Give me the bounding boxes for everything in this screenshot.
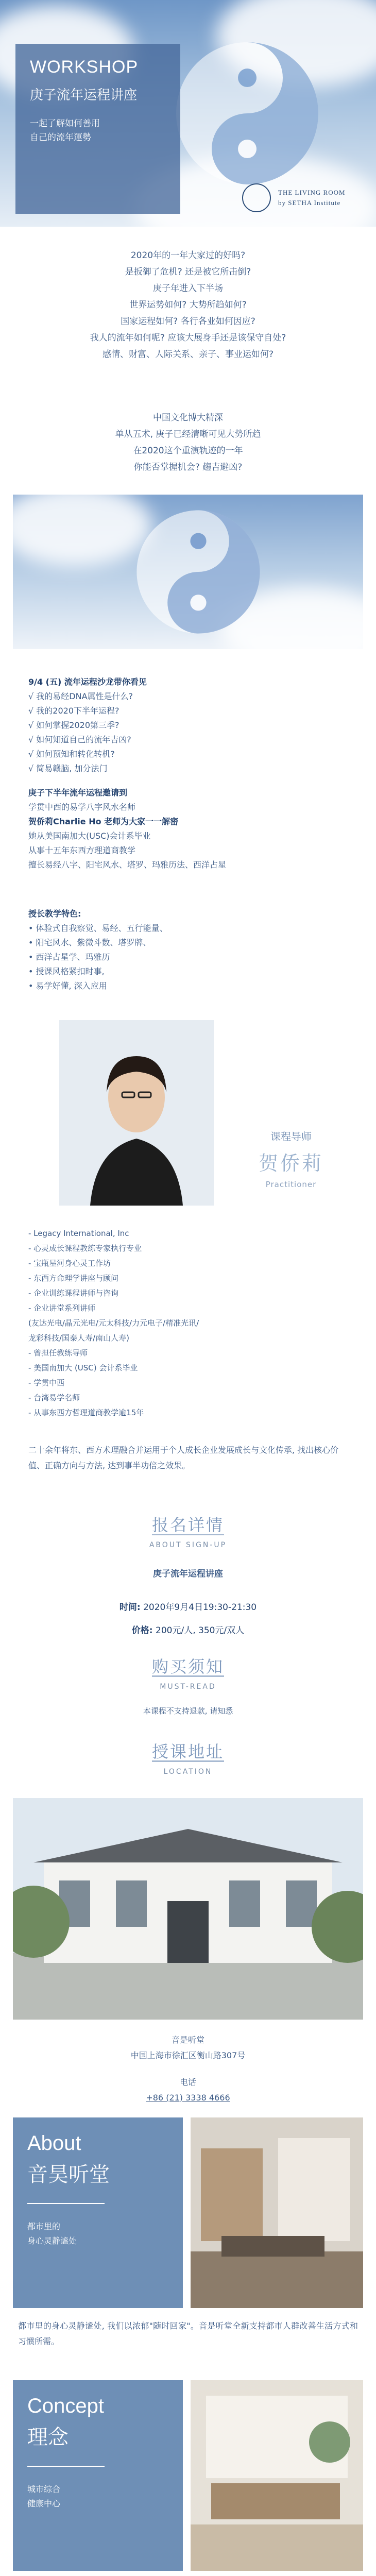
speaker-intro-section bbox=[28, 786, 348, 872]
hero-title-en: WORKSHOP bbox=[30, 57, 139, 77]
mustread-heading bbox=[0, 1654, 376, 1691]
hero-title-cn: 庚子流年运程讲座 bbox=[30, 88, 138, 103]
yin-yang-cloud-icon bbox=[170, 36, 324, 191]
signup-heading bbox=[0, 1512, 376, 1549]
phone-link[interactable]: +86 (21) 3338 4666 bbox=[146, 2093, 230, 2103]
brand-mark-icon bbox=[242, 183, 271, 212]
signup-time bbox=[0, 1600, 376, 1613]
signup-subtitle: ABOUT SIGN-UP bbox=[149, 1541, 227, 1549]
outline-item: √ 如何预知和转化转机? bbox=[28, 749, 115, 759]
concept-desc-2: 健康中心 bbox=[27, 2499, 61, 2509]
brand-logo bbox=[242, 180, 361, 222]
outline-item: √ 如何掌握2020第三季? bbox=[28, 720, 119, 730]
outline-item: √ 我的易经DNA属性是什么? bbox=[28, 691, 133, 701]
signup-price bbox=[0, 1623, 376, 1636]
teacher-role: 课程导师 bbox=[270, 1130, 312, 1143]
concept-title-cn: 理念 bbox=[27, 2426, 69, 2449]
intro-culture-line: 你能否掌握机会? 趨吉避凶? bbox=[133, 462, 243, 472]
credential-item: - 美国南加大 (USC) 会计系毕业 bbox=[28, 1363, 138, 1372]
feature-item: • 体验式自我察觉、易经、五行能量、 bbox=[28, 923, 168, 933]
credential-item: - 企业训练课程讲师与咨询 bbox=[28, 1289, 119, 1298]
venue-photo bbox=[13, 1798, 363, 2020]
venue-street: 中国上海市徐汇区衡山路307号 bbox=[130, 2050, 246, 2060]
venue-building-image bbox=[13, 1798, 363, 2020]
outline-head: 9/4 (五) 流年运程沙龙带你看见 bbox=[28, 677, 147, 687]
concept-card bbox=[13, 2380, 183, 2571]
intro-question: 是扳御了危机? 还是被它所击倒? bbox=[125, 267, 251, 277]
intro-culture-line: 单从五术, 庚子已经清晰可见大势所趋 bbox=[115, 429, 261, 439]
speaker-intro-line: 贺侨莉Charlie Ho 老师为大家一一解密 bbox=[28, 817, 179, 826]
intro-culture-line: 在2020这个重演轨迹的一年 bbox=[133, 446, 243, 456]
signup-time-label: 时间: bbox=[119, 1602, 141, 1613]
speaker-intro-line: 从事十五年东西方理道商教学 bbox=[28, 845, 136, 855]
concept-interior-image bbox=[191, 2380, 363, 2571]
intro-culture-line: 中国文化博大精深 bbox=[153, 413, 223, 423]
signup-title: 报名详情 bbox=[151, 1515, 224, 1535]
about-desc-2: 身心灵静谧处 bbox=[27, 2236, 77, 2246]
intro-question: 2020年的一年大家过的好吗? bbox=[130, 250, 246, 261]
hero-tagline-2: 自己的流年運勢 bbox=[30, 132, 91, 143]
yin-yang-cloud-icon bbox=[131, 505, 265, 639]
speaker-intro-line: 擅长易经八字、阳宅风水、塔罗、玛雅历法、西洋占星 bbox=[28, 860, 227, 870]
about-interior-image bbox=[191, 2117, 363, 2308]
sky-image bbox=[13, 495, 363, 649]
credentials-list bbox=[28, 1226, 348, 1420]
speaker-intro-line: 她从美国南加大(USC)会计系毕业 bbox=[28, 831, 151, 841]
credential-item: (友达光电/晶元光电/元太科技/力元电子/精准光讯/ bbox=[28, 1318, 199, 1328]
about-desc-1: 都市里的 bbox=[27, 2222, 61, 2231]
location-subtitle: LOCATION bbox=[163, 1768, 213, 1776]
features-head: 授长教学特色: bbox=[28, 909, 81, 919]
signup-time-value: 2020年9月4日19:30-21:30 bbox=[143, 1602, 257, 1613]
credential-item: - 心灵成长课程教练专家执行专业 bbox=[28, 1244, 142, 1253]
credential-item: - 宝瓶星河身心灵工作坊 bbox=[28, 1259, 111, 1268]
feature-item: • 西洋占星学、玛雅历 bbox=[28, 952, 110, 962]
signup-event: 庚子流年运程讲座 bbox=[153, 1569, 223, 1579]
teacher-portrait-image bbox=[59, 1020, 214, 1206]
concept-divider bbox=[27, 2466, 105, 2467]
mustread-text: 本课程不支持退款, 请知悉 bbox=[143, 1706, 233, 1716]
concept-title-en: Concept bbox=[27, 2395, 104, 2417]
hero-banner bbox=[0, 0, 376, 227]
intro-question: 感情、财富、人际关系、亲子、事业运如何? bbox=[102, 349, 274, 360]
location-title: 授课地址 bbox=[151, 1742, 224, 1761]
credential-item: - 东西方命理学讲座与顾问 bbox=[28, 1274, 119, 1283]
outline-section bbox=[28, 675, 348, 776]
credential-item: - 台湾易学名师 bbox=[28, 1393, 80, 1402]
about-photo bbox=[191, 2117, 363, 2308]
credential-item: - Legacy International, Inc bbox=[28, 1229, 129, 1238]
teacher-photo bbox=[59, 1020, 214, 1206]
credential-item: - 曾担任教练导师 bbox=[28, 1348, 88, 1358]
speaker-intro-line: 学贯中西的易学八字风水名师 bbox=[28, 802, 136, 812]
brand-name: THE LIVING ROOM bbox=[278, 189, 346, 196]
about-text: 都市里的身心灵静谧处, 我们以浓郁"随时回家"。音是听堂全新支持都市人群改善生活方式和习惯所需。 bbox=[18, 2321, 358, 2346]
teacher-name-en: Practitioner bbox=[265, 1180, 317, 1189]
credential-item: - 从事东西方哲理道商教学逾15年 bbox=[28, 1408, 144, 1417]
teacher-info bbox=[227, 1128, 355, 1189]
signup-price-label: 价格: bbox=[131, 1625, 153, 1636]
about-card bbox=[13, 2117, 183, 2308]
brand-sub: by SETHA Institute bbox=[278, 198, 341, 207]
venue-name: 音是听堂 bbox=[171, 2035, 204, 2045]
credential-item: - 学贯中西 bbox=[28, 1378, 65, 1387]
location-heading bbox=[0, 1739, 376, 1776]
intro-question: 世界运势如何? 大势所趋如何? bbox=[129, 300, 247, 310]
feature-item: • 阳宅风水、紫微斗数、塔罗牌、 bbox=[28, 938, 151, 947]
venue-address bbox=[0, 2032, 376, 2106]
signup-price-value: 200元/人, 350元/双人 bbox=[156, 1625, 245, 1636]
speaker-intro-head: 庚子下半年流年运程邀请到 bbox=[28, 788, 128, 798]
credential-item: - 企业讲堂系列讲师 bbox=[28, 1303, 96, 1313]
mustread-subtitle: MUST-READ bbox=[160, 1683, 216, 1691]
outline-item: √ 简易赣脑, 加分法门 bbox=[28, 764, 108, 773]
teacher-name: 贺侨莉 bbox=[258, 1152, 323, 1175]
credential-item: 龙彩科技/国泰人寿/南山人寿) bbox=[28, 1333, 129, 1343]
about-title-cn: 音昊听堂 bbox=[27, 2163, 110, 2187]
hero-title-card bbox=[15, 44, 180, 214]
intro-questions bbox=[0, 247, 376, 363]
outline-item: √ 我的2020下半年运程? bbox=[28, 706, 119, 716]
credentials-summary: 二十余年将东、西方术理融合并运用于个人成长企业发展成长与文化传承, 找出核心价值、正确方向与方法, 达到事半功倍之效果。 bbox=[28, 1445, 339, 1470]
intro-question: 国家运程如何? 各行各业如何因应? bbox=[121, 316, 255, 327]
intro-culture bbox=[0, 410, 376, 476]
about-divider bbox=[27, 2203, 105, 2204]
outline-item: √ 如何知道自己的流年吉凶? bbox=[28, 735, 131, 744]
concept-desc-1: 城市综合 bbox=[27, 2484, 61, 2494]
phone-label: 电话 bbox=[179, 2077, 196, 2087]
features-section bbox=[28, 907, 348, 993]
feature-item: • 易学好懂, 深入应用 bbox=[28, 981, 107, 991]
feature-item: • 授课风格紧扣时事, bbox=[28, 967, 105, 976]
about-title-en: About bbox=[27, 2132, 81, 2155]
intro-question: 我人的流年如何呢? 应该大展身手还是该保守自处? bbox=[90, 333, 286, 343]
concept-photo bbox=[191, 2380, 363, 2571]
mustread-title: 购买须知 bbox=[151, 1657, 224, 1676]
intro-question: 庚子年进入下半场 bbox=[153, 283, 223, 294]
hero-tagline-1: 一起了解如何善用 bbox=[30, 118, 100, 129]
